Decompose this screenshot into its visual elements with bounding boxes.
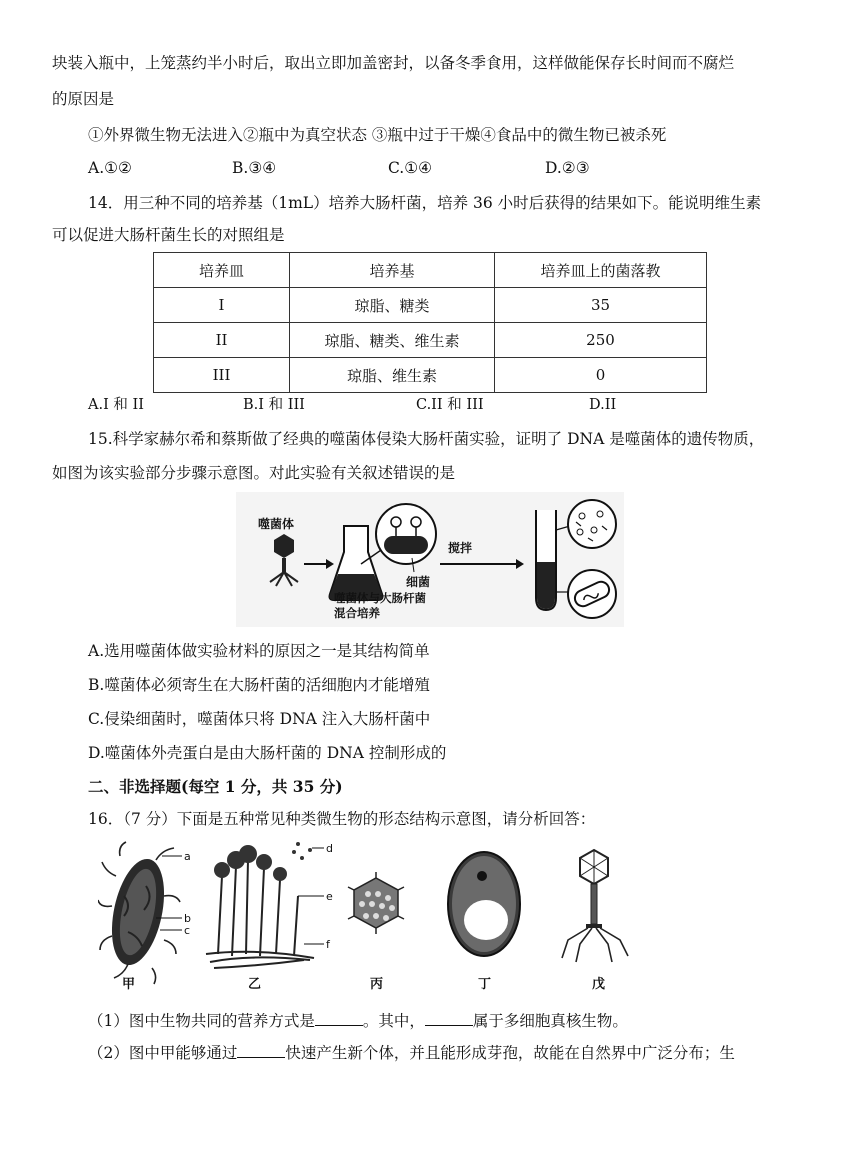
table-cell: I xyxy=(154,288,290,323)
microorganisms-figure xyxy=(98,836,646,996)
yeast-icon xyxy=(448,852,520,956)
mix-label-2: 混合培养 xyxy=(334,606,380,620)
q13-statements: ①外界微生物无法进入②瓶中为真空状态 ③瓶中过于干燥④食品中的微生物已被杀死 xyxy=(88,126,667,144)
organism-label: 丙 xyxy=(370,977,384,992)
answer-blank[interactable] xyxy=(237,1043,285,1058)
test-tube-icon xyxy=(536,510,556,610)
table-row xyxy=(154,323,707,358)
part-letter: b xyxy=(184,912,191,925)
q15-option-b: B.噬菌体必须寄生在大肠杆菌的活细胞内才能增殖 xyxy=(88,676,430,694)
q15-option-a: A.选用噬菌体做实验材料的原因之一是其结构简单 xyxy=(88,642,430,660)
q16-sub2-part2: 快速产生新个体，并且能形成芽孢，故能在自然界中广泛分布；生 xyxy=(285,1044,735,1062)
table-header: 培养皿 xyxy=(154,253,290,288)
part-letter: a xyxy=(184,850,191,863)
q13-option-d: D.②③ xyxy=(545,159,590,177)
table-cell: 35 xyxy=(495,288,707,323)
q14-line1: 14．用三种不同的培养基（1mL）培养大肠杆菌，培养 36 小时后获得的结果如下。能说明维生素 xyxy=(88,194,762,212)
q14-option-b: B.I 和 III xyxy=(243,397,305,413)
bacteria-label: 细菌 xyxy=(406,575,431,589)
part-letter: e xyxy=(326,890,333,903)
q16-sub1-part1: （1）图中生物共同的营养方式是 xyxy=(88,1012,315,1030)
part-letter: c xyxy=(184,924,191,937)
q16-sub1-part2: 。其中， xyxy=(362,1012,425,1030)
part-letter: d xyxy=(326,842,333,855)
table-cell: 250 xyxy=(495,323,707,358)
table-row xyxy=(154,288,707,323)
organism-label: 乙 xyxy=(248,977,262,992)
mold-icon xyxy=(206,842,314,968)
q15-line1: 15.科学家赫尔希和蔡斯做了经典的噬菌体侵染大肠杆菌实验，证明了 DNA 是噬菌体的遗传物质， xyxy=(88,430,765,448)
table-header: 培养基 xyxy=(290,253,495,288)
q14-option-c: C.II 和 III xyxy=(416,397,484,413)
q16-sub2 xyxy=(88,1042,735,1064)
phage-experiment-figure xyxy=(236,492,624,627)
table-cell: 0 xyxy=(495,358,707,393)
table-row xyxy=(154,358,707,393)
stir-label: 搅拌 xyxy=(448,541,473,555)
phage-label: 噬菌体 xyxy=(258,517,295,531)
table-header-row xyxy=(154,253,707,288)
table-cell: 琼脂、维生素 xyxy=(290,358,495,393)
table-cell: 琼脂、糖类、维生素 xyxy=(290,323,495,358)
organism-label: 戊 xyxy=(592,977,606,992)
q13-option-a: A.①② xyxy=(88,159,132,177)
bacteriophage-icon xyxy=(562,850,628,962)
section-title: 二、非选择题(每空 1 分，共 35 分) xyxy=(88,777,343,796)
mix-label-1: 噬菌体与大肠杆菌 xyxy=(334,591,426,605)
q15-option-d: D.噬菌体外壳蛋白是由大肠杆菌的 DNA 控制形成的 xyxy=(88,744,447,762)
q16-intro: 16．（7 分）下面是五种常见种类微生物的形态结构示意图，请分析回答： xyxy=(88,810,596,828)
q14-line2: 可以促进大肠杆菌生长的对照组是 xyxy=(52,226,285,244)
q13-line2: 的原因是 xyxy=(52,90,115,108)
q15-line2: 如图为该实验部分步骤示意图。对此实验有关叙述错误的是 xyxy=(52,464,456,482)
answer-blank[interactable] xyxy=(425,1011,473,1026)
q13-option-c: C.①④ xyxy=(388,159,433,177)
organism-label: 丁 xyxy=(478,977,492,992)
bacterium-icon xyxy=(98,842,180,984)
q16-sub2-part1: （2）图中甲能够通过 xyxy=(88,1044,238,1062)
answer-blank[interactable] xyxy=(315,1011,363,1026)
q16-sub1-part3: 属于多细胞真核生物。 xyxy=(472,1012,628,1030)
experiment-table xyxy=(153,252,707,393)
table-cell: 琼脂、糖类 xyxy=(290,288,495,323)
q13-line1: 块装入瓶中，上笼蒸约半小时后，取出立即加盖密封，以备冬季食用，这样做能保存长时间而不腐烂 xyxy=(52,54,735,72)
q16-sub1 xyxy=(88,1010,628,1032)
virus-icon xyxy=(348,872,404,934)
organism-label: 甲 xyxy=(122,977,136,992)
part-letter: f xyxy=(326,938,330,951)
q15-option-c: C.侵染细菌时，噬菌体只将 DNA 注入大肠杆菌中 xyxy=(88,710,431,728)
q14-option-d: D.II xyxy=(589,397,617,413)
q13-option-b: B.③④ xyxy=(232,159,277,177)
table-cell: II xyxy=(154,323,290,358)
table-header: 培养皿上的菌落教 xyxy=(495,253,707,288)
table-cell: III xyxy=(154,358,290,393)
q14-option-a: A.I 和 II xyxy=(88,397,144,413)
